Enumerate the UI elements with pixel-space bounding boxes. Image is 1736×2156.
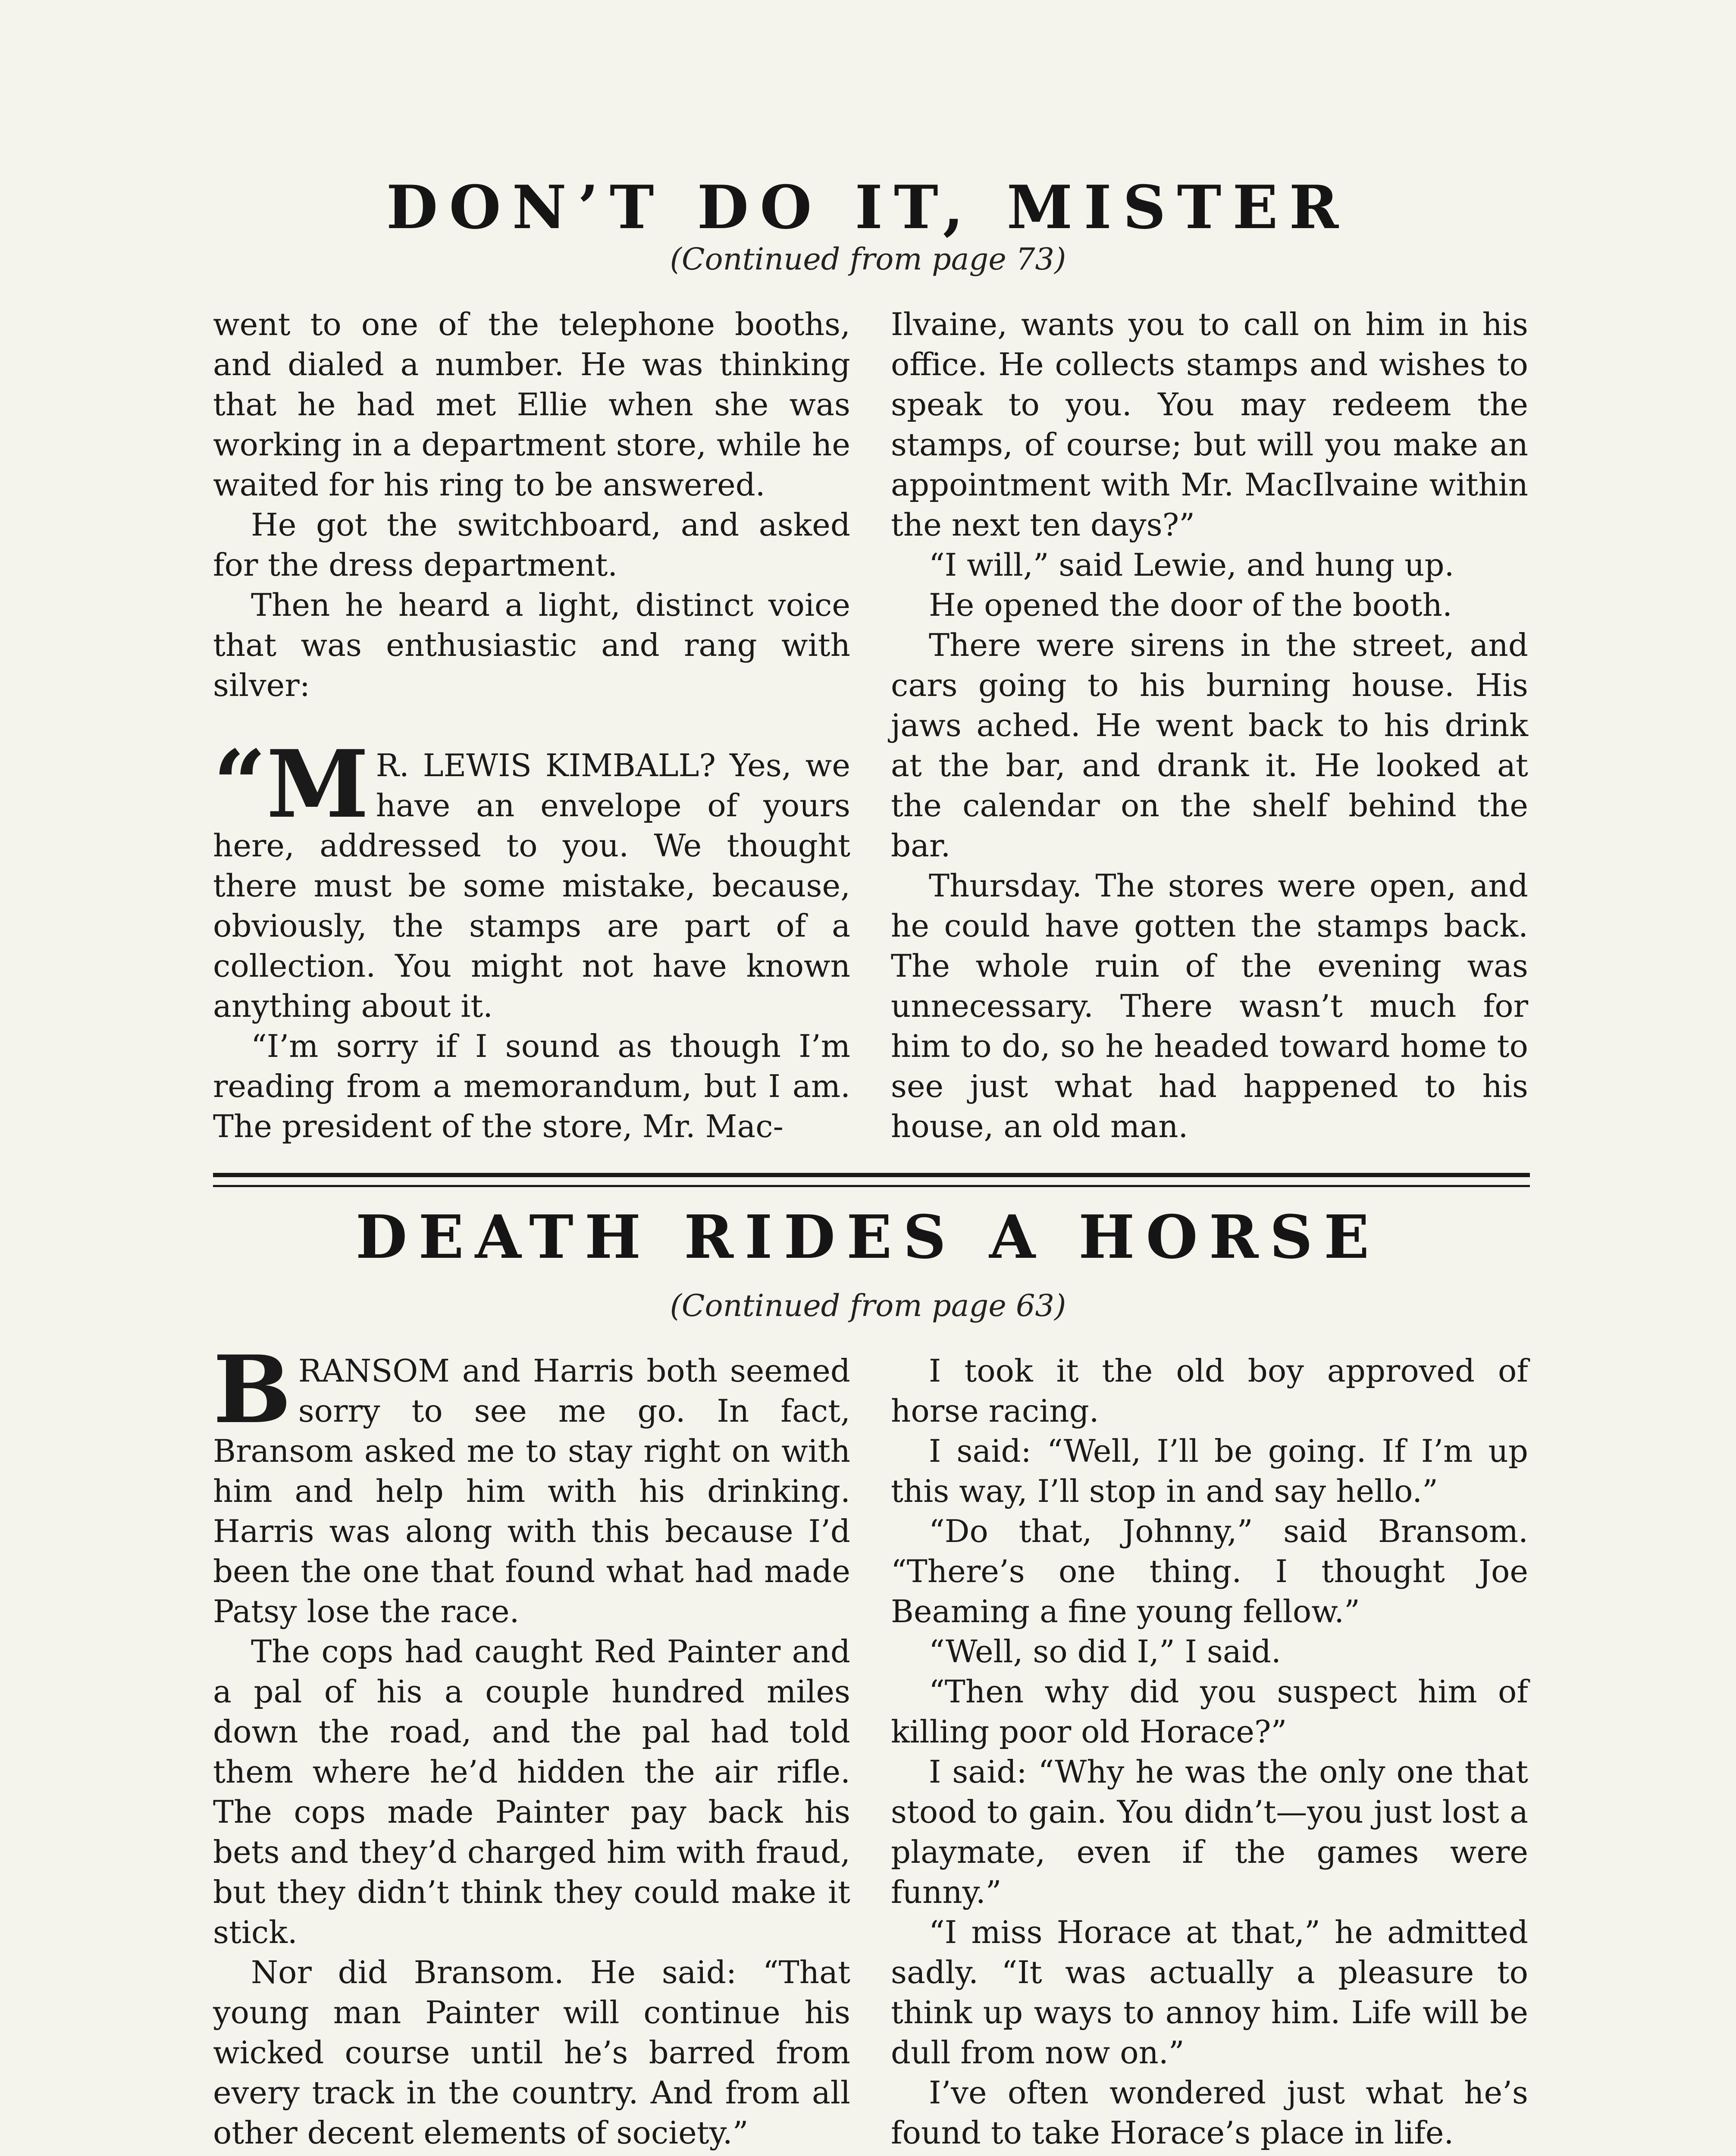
paragraph-with-dropcap	[213, 1335, 850, 1632]
paragraph: “I will,” said Lewie, and hung up.	[929, 547, 1454, 583]
paragraph: Thursday. The stores were open, and he could have gotten the stamps back. The whole ruin of the evening was unnecessary. There wasn’t much for him to do, so he headed toward home to see just what had happened to his house, an old man.	[891, 868, 1528, 1144]
paragraph: There were sirens in the street, and cars going to his burning house. His jaws ached. He went back to his drink at the bar, and drank it. He looked at the calendar on the shelf behind the bar.	[891, 627, 1528, 864]
paragraph: I said: “Well, I’ll be going. If I’m up this way, I’ll stop in and say hello.”	[891, 1433, 1528, 1509]
paragraph: I’ve often wondered just what he’s found to take Horace’s place in life.	[891, 2075, 1528, 2151]
paragraph: I said: “Why he was the only one that stood to gain. You didn’t—you just lost a playmate, even if the games were funny.”	[891, 1754, 1528, 1910]
paragraph: He got the switchboard, and asked for the dress department.	[213, 507, 850, 583]
paragraph: “Do that, Johnny,” said Bransom. “There’s one thing. I thought Joe Beaming a fine young fellow.”	[891, 1513, 1528, 1630]
story-title-death-rides-a-horse: DEATH RIDES A HORSE	[355, 1202, 1381, 1272]
paragraph: Nor did Bransom. He said: “That young man Painter will continue his wicked course until he’s barred from every track in the country. And from all other decent elements of society.”	[213, 1954, 850, 2151]
paragraph: “I miss Horace at that,” he admitted sadly. “It was actually a pleasure to think up ways to annoy him. Life will be dull from now on.”	[891, 1914, 1528, 2071]
story1-left-column	[213, 304, 850, 1147]
section-divider-rule	[213, 1185, 1530, 1187]
story2-left-column	[213, 1335, 850, 2153]
paragraph: “I’m sorry if I sound as though I’m reading from a memorandum, but I am. The president of the store, Mr. Mac-	[213, 1028, 850, 1144]
paragraph: The cops had caught Red Painter and a pal of his a couple hundred miles down the road, and the pal had told them where he’d hidden the air rifle. The cops made Painter pay back his bets and they’d charged him with fraud, but they didn’t think they could make it stick.	[213, 1633, 850, 1950]
paragraph: “Then why did you suspect him of killing poor old Horace?”	[891, 1673, 1528, 1750]
paragraph-text: RANSOM and Harris both seemed sorry to see me go. In fact, Bransom asked me to stay right on with him and help him with his drinking. Harris was along with this because I’d been the one that found what had made Patsy lose the race.	[213, 1353, 850, 1630]
paragraph: Ilvaine, wants you to call on him in his office. He collects stamps and wishes to speak to you. You may redeem the stamps, of course; but will you make an appointment with Mr. MacIlvaine within the next ten days?”	[891, 306, 1528, 543]
paragraph: “Well, so did I,” I said.	[929, 1633, 1281, 1670]
paragraph: He opened the door of the booth.	[929, 587, 1452, 623]
paragraph: Then he heard a light, distinct voice that was enthusiastic and rang with silver:	[213, 587, 850, 703]
drop-cap: “M	[213, 730, 369, 839]
section-divider-rule	[213, 1173, 1530, 1177]
story1-right-column	[891, 304, 1528, 1147]
continued-note-story2: (Continued from page 63)	[670, 1288, 1066, 1323]
paragraph-text: R. LEWIS KIMBALL? Yes, we have an envelope of yours here, addressed to you. We thought there must be some mistake, because, obviously, the stamps are part of a collection. You might not have known anything about it.	[213, 747, 850, 1024]
paragraph: went to one of the telephone booths, and dialed a number. He was thinking that he had met Ellie when she was working in a department store, while he waited for his ring to be answered.	[213, 306, 850, 503]
drop-cap: B	[213, 1335, 291, 1444]
paragraph-with-dropcap	[213, 730, 850, 1026]
paragraph: I took it the old boy approved of horse racing.	[891, 1353, 1528, 1429]
story2-right-column	[891, 1351, 1528, 2153]
continued-note-story1: (Continued from page 73)	[670, 241, 1066, 277]
story-title-dont-do-it-mister: DON’T DO IT, MISTER	[386, 172, 1350, 242]
